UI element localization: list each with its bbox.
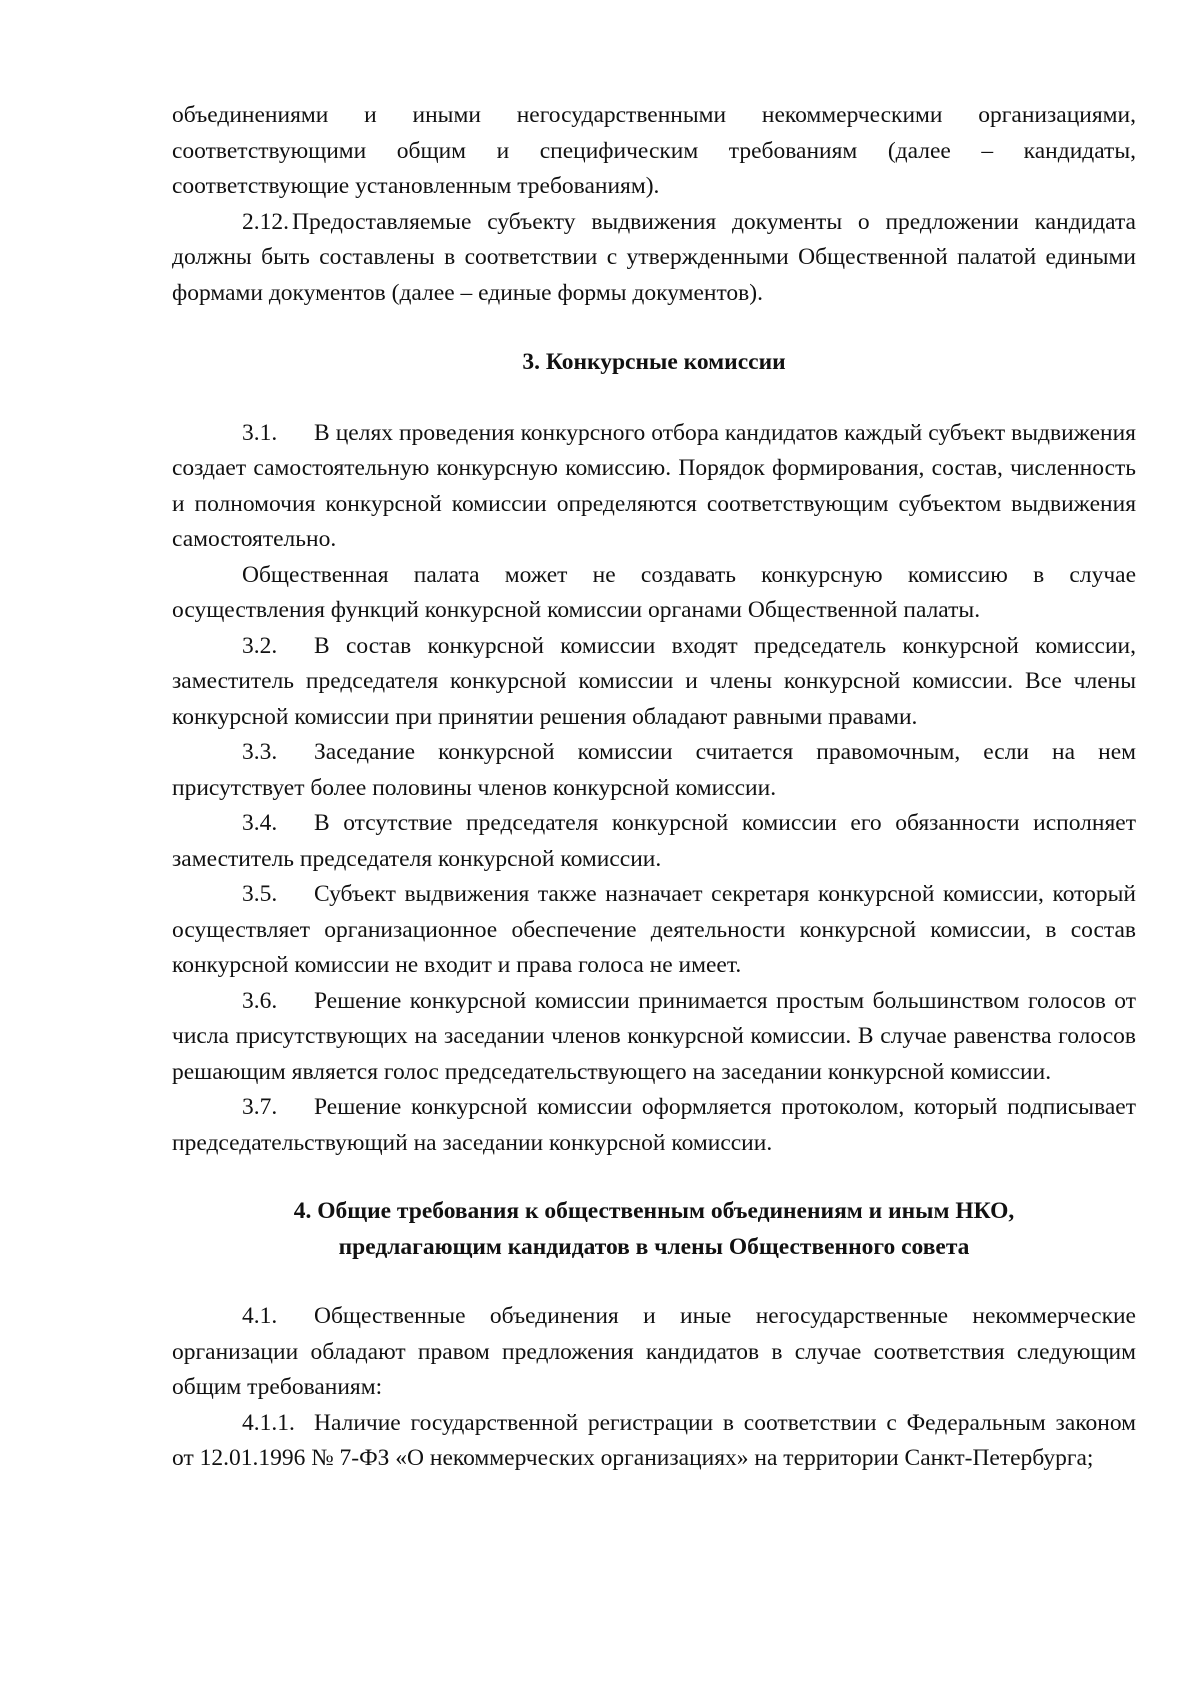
paragraph-number: 3.5. [242,881,278,907]
paragraph-3-3 [172,735,1136,806]
paragraph-3-7 [172,1090,1136,1161]
document-page [172,98,1136,1477]
section-4-heading-line-2: предлагающим кандидатов в члены Общественного совета [338,1233,970,1260]
paragraph-text: Решение конкурсной комиссии оформляется протоколом, который подписывает председательствующий на заседании конкурсной комиссии. [172,1094,1136,1156]
paragraph-4-1-1 [172,1406,1136,1477]
paragraph-continuation: объединениями и иными негосударственными некоммерческими организациями, соответствующими общим и специфическим требованиям (далее – кандидаты, соответствующие установленным требованиям). [172,102,1136,199]
paragraph-text: В целях проведения конкурсного отбора кандидатов каждый субъект выдвижения создает самостоятельную конкурсную комиссию. Порядок формирования, состав, численность и полномочия конкурсной комиссии определяются соответствующим субъектом выдвижения самостоятельно. [172,419,1136,552]
paragraph-text: Общественные объединения и иные негосударственные некоммерческие организации обладают правом предложения кандидатов в случае соответствия следующим общим требованиям: [172,1303,1136,1400]
section-3-heading: 3. Конкурсные комиссии [522,349,786,375]
paragraph-number: 4.1.1. [242,1409,295,1436]
paragraph-3-6 [172,984,1136,1091]
paragraph-3-4 [172,806,1136,877]
paragraph-number: 4.1. [242,1303,278,1329]
paragraph-3-1-extra: Общественная палата может не создавать конкурсную комиссию в случае осуществления функций конкурсной комиссии органами Общественной палаты. [172,561,1136,623]
paragraph-number: 3.2. [242,632,278,659]
paragraph-text: Заседание конкурсной комиссии считается правомочным, если на нем присутствует более половины членов конкурсной комиссии. [172,739,1136,801]
paragraph-text: Предоставляемые субъекту выдвижения документы о предложении кандидата должны быть составлены в соответствии с утвержденными Общественной палатой едиными формами документов (далее – единые формы документов). [172,208,1136,306]
paragraph-4-1 [172,1299,1136,1406]
paragraph-text: Субъект выдвижения также назначает секретаря конкурсной комиссии, который осуществляет организационное обеспечение деятельности конкурсной комиссии, в состав конкурсной комиссии не входит и права голоса не имеет. [172,881,1136,978]
paragraph-text: В отсутствие председателя конкурсной комиссии его обязанности исполняет заместитель председателя конкурсной комиссии. [172,810,1136,872]
paragraph-3-5 [172,877,1136,984]
paragraph-2-12 [172,205,1136,312]
paragraph-3-2 [172,629,1136,736]
section-4-heading [172,1194,1136,1265]
paragraph-number: 3.7. [242,1094,278,1120]
paragraph-text: Решение конкурсной комиссии принимается простым большинством голосов от числа присутствующих на заседании членов конкурсной комиссии. В случае равенства голосов решающим является голос председательствующего на заседании конкурсной комиссии. [172,987,1136,1085]
paragraph-number: 3.6. [242,987,278,1014]
paragraph-number: 3.4. [242,810,278,836]
paragraph-text: Наличие государственной регистрации в соответствии с Федеральным законом от 12.01.1996 № 7-ФЗ «О некоммерческих организациях» на территории Санкт-Петербурга; [172,1409,1136,1471]
paragraph-text: В состав конкурсной комиссии входят председатель конкурсной комиссии, заместитель председателя конкурсной комиссии и члены конкурсной комиссии. Все члены конкурсной комиссии при принятии решения обладают равными правами. [172,632,1136,730]
section-4-heading-line-1: 4. Общие требования к общественным объединениям и иным НКО, [293,1198,1015,1224]
paragraph-number: 3.1. [242,419,278,446]
paragraph-3-1 [172,416,1136,558]
paragraph-number: 3.3. [242,739,278,765]
paragraph-number: 2.12. [242,208,289,235]
